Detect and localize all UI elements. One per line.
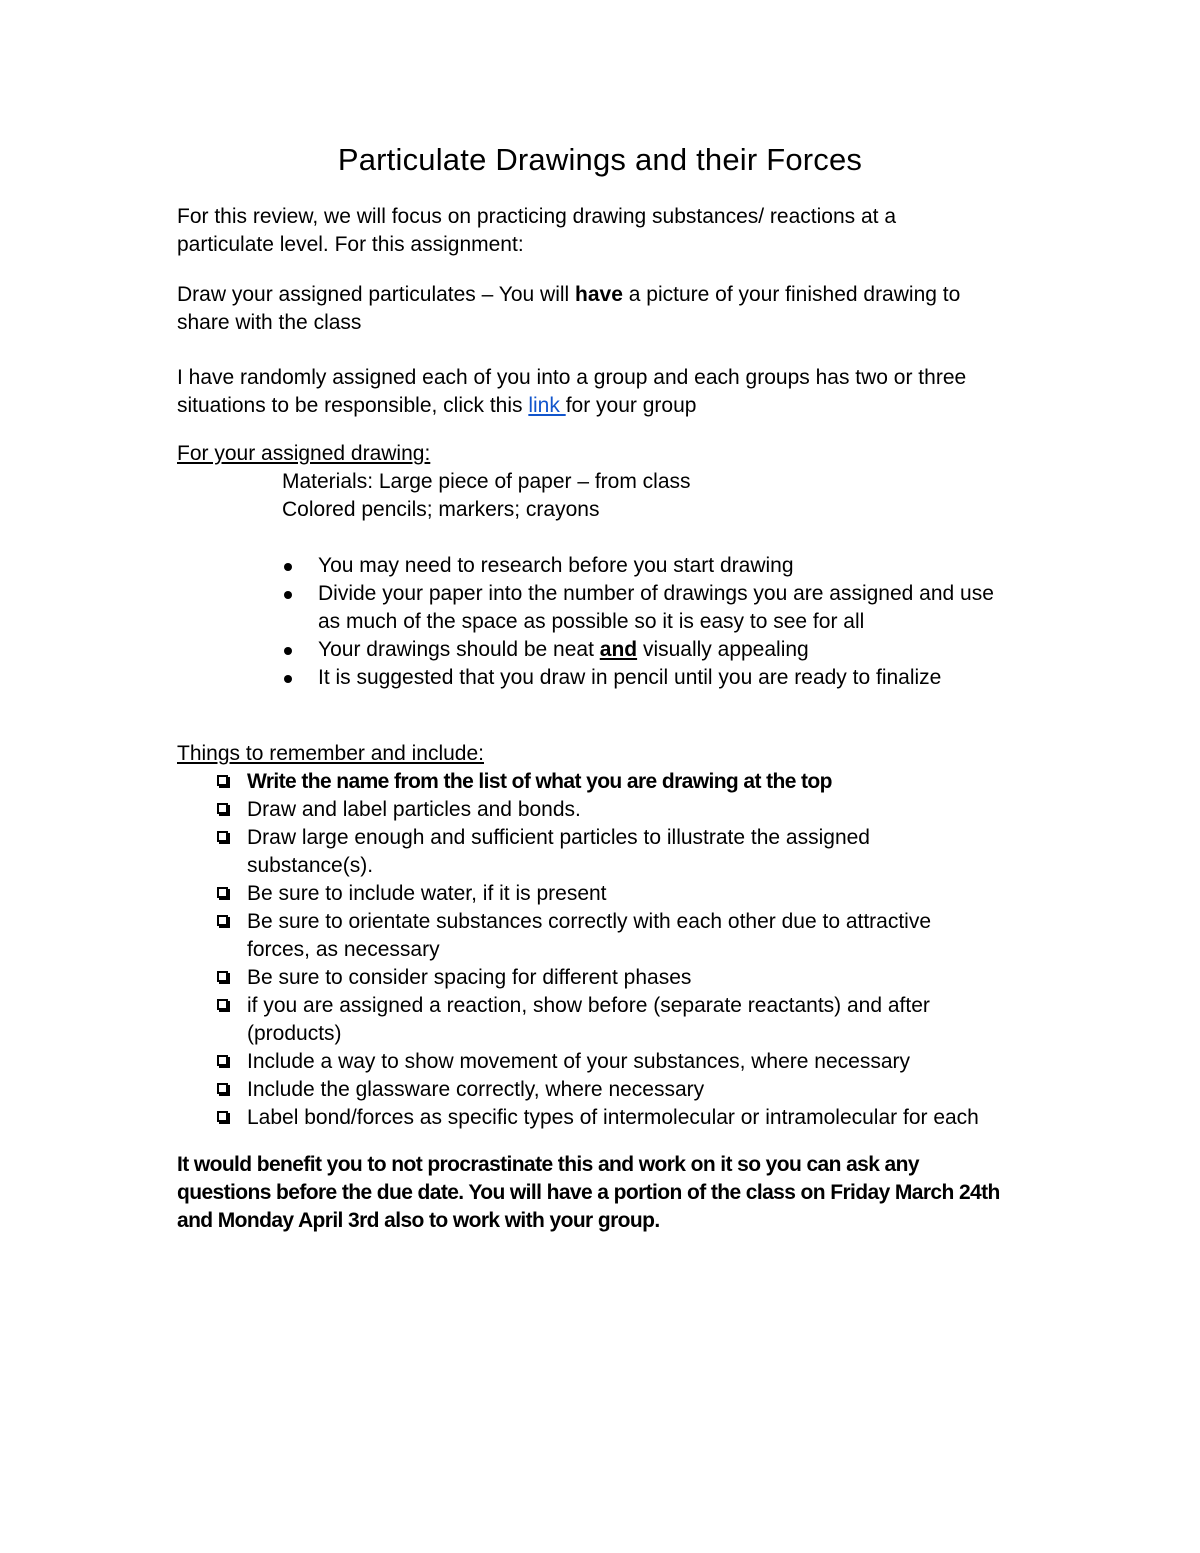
draw-instruction-paragraph (177, 281, 1037, 337)
checkbox-icon (217, 915, 228, 926)
checklist-item (214, 1104, 1034, 1132)
list-item (282, 580, 1022, 636)
checklist-text-line-2: substance(s). (247, 854, 374, 877)
checklist-text: Write the name from the list of what you are drawing at the top (247, 770, 832, 793)
draw-instruction-emphasis: have (575, 283, 623, 306)
assigned-drawing-heading: For your assigned drawing: (177, 442, 431, 465)
groups-line-2-before: situations to be responsible, click this (177, 394, 529, 417)
bullet-icon (284, 591, 292, 599)
intro-line-1: For this review, we will focus on practicing drawing substances/ reactions at a (177, 205, 896, 228)
list-item (282, 664, 1022, 692)
bullet-icon (284, 675, 292, 683)
closing-line-3: and Monday April 3rd also to work with your group. (177, 1209, 660, 1232)
checklist-item (214, 1076, 1034, 1104)
bullet-text: You may need to research before you start drawing (318, 554, 794, 577)
checklist-item (214, 1048, 1034, 1076)
checklist-text: Include the glassware correctly, where necessary (247, 1078, 705, 1101)
bullet-icon (284, 563, 292, 571)
group-link[interactable]: link (528, 394, 566, 417)
bullet-text-after: visually appealing (637, 638, 809, 661)
checklist-item (214, 824, 1034, 880)
draw-instruction-line-2: share with the class (177, 311, 362, 334)
remember-heading: Things to remember and include: (177, 742, 484, 765)
bullet-text-line-1: Divide your paper into the number of drawings you are assigned and use (318, 582, 994, 605)
draw-instruction-before: Draw your assigned particulates – You will (177, 283, 576, 306)
checklist-text: Be sure to consider spacing for different phases (247, 966, 692, 989)
checkbox-icon (217, 803, 228, 814)
checklist-item (214, 908, 1034, 964)
draw-instruction-after: a picture of your finished drawing to (622, 283, 961, 306)
checklist-text: Be sure to include water, if it is present (247, 882, 607, 905)
groups-line-2-after: for your group (565, 394, 697, 417)
drawing-tips-list (282, 552, 1022, 692)
list-item (282, 552, 1022, 580)
closing-note (177, 1151, 1037, 1235)
checklist-text-line-1: if you are assigned a reaction, show before (separate reactants) and after (247, 994, 930, 1017)
checklist-item (214, 964, 1034, 992)
checkbox-icon (217, 1055, 228, 1066)
intro-line-2: particulate level. For this assignment: (177, 233, 524, 256)
checkbox-icon (217, 1083, 228, 1094)
materials-line-2: Colored pencils; markers; crayons (282, 498, 600, 521)
groups-line-2 (177, 392, 1037, 420)
checkbox-icon (217, 999, 228, 1010)
checklist-item (214, 796, 1034, 824)
bullet-text-before: Your drawings should be neat (318, 638, 600, 661)
checklist-text: Draw and label particles and bonds. (247, 798, 581, 821)
closing-line-2: questions before the due date. You will have a portion of the class on Friday March 24th (177, 1181, 1000, 1204)
checklist-text-line-1: Draw large enough and sufficient particles to illustrate the assigned (247, 826, 870, 849)
bullet-emphasis: and (599, 638, 638, 661)
checkbox-icon (217, 887, 228, 898)
checkbox-icon (217, 775, 228, 786)
bullet-text: It is suggested that you draw in pencil until you are ready to finalize (318, 666, 942, 689)
checklist-text-line-2: forces, as necessary (247, 938, 440, 961)
checklist-item (214, 992, 1034, 1048)
list-item (282, 636, 1022, 664)
checklist (214, 768, 1034, 1132)
checklist-text-line-2: (products) (247, 1022, 342, 1045)
groups-line-1: I have randomly assigned each of you into a group and each groups has two or three (177, 366, 967, 389)
checkbox-icon (217, 831, 228, 842)
page-title: Particulate Drawings and their Forces (337, 142, 863, 177)
bullet-icon (284, 647, 292, 655)
groups-paragraph (177, 364, 1037, 420)
closing-line-1: It would benefit you to not procrastinate this and work on it so you can ask any (177, 1153, 919, 1176)
checklist-item (214, 768, 1034, 796)
checklist-text: Include a way to show movement of your substances, where necessary (247, 1050, 910, 1073)
intro-paragraph (177, 203, 1037, 259)
checklist-text-line-1: Be sure to orientate substances correctly with each other due to attractive (247, 910, 932, 933)
checklist-item (214, 880, 1034, 908)
materials-line-1: Materials: Large piece of paper – from class (282, 470, 691, 493)
draw-instruction-line-1 (177, 281, 1037, 309)
materials-block (282, 468, 691, 524)
bullet-text-line-2: as much of the space as possible so it is easy to see for all (318, 610, 865, 633)
checkbox-icon (217, 1111, 228, 1122)
checkbox-icon (217, 971, 228, 982)
checklist-text: Label bond/forces as specific types of intermolecular or intramolecular for each (247, 1106, 979, 1129)
